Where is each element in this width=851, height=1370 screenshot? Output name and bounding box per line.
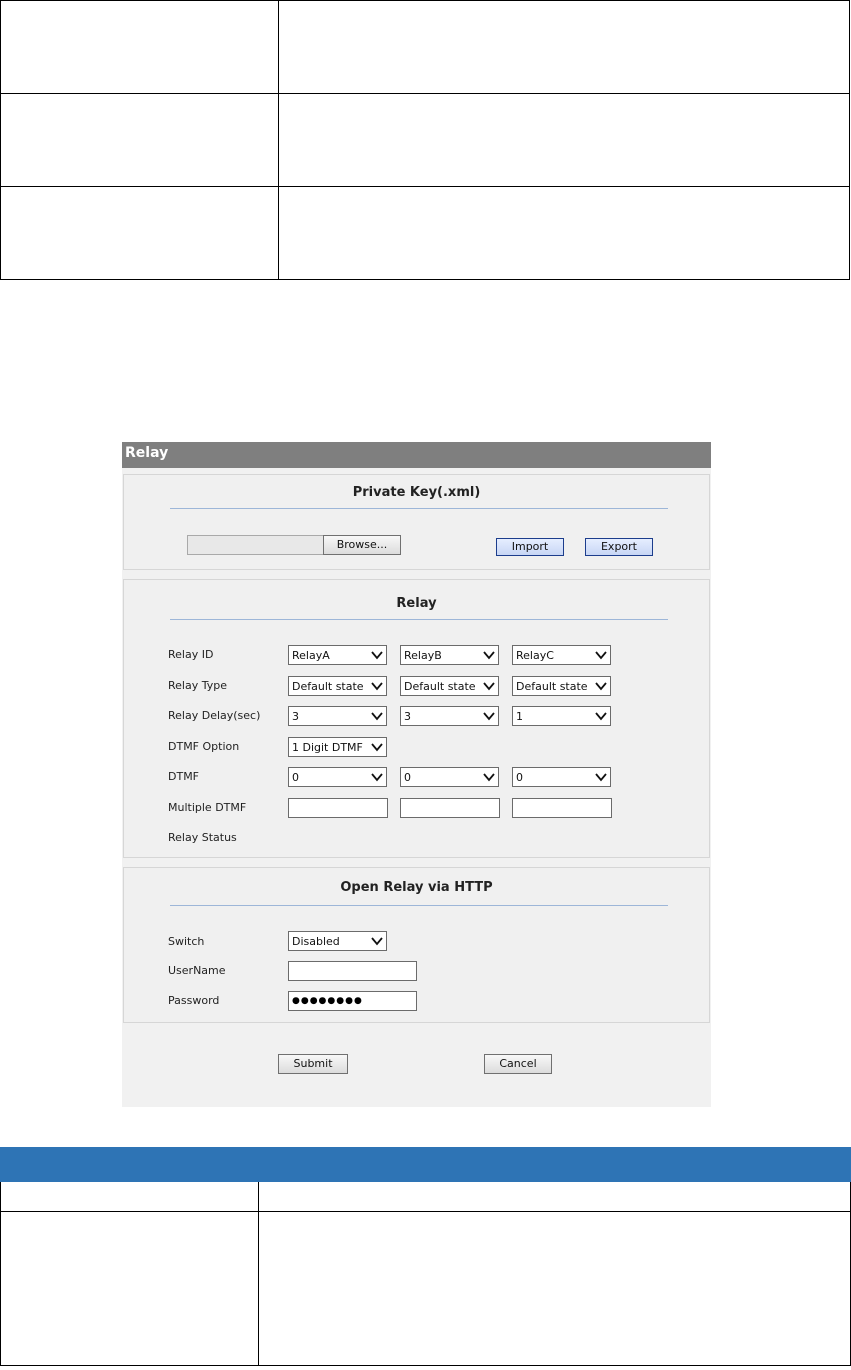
chevron-down-icon — [595, 710, 607, 722]
export-button[interactable]: Export — [585, 538, 653, 556]
table-cell — [1, 1212, 259, 1366]
switch-label: Switch — [168, 935, 205, 948]
table-row — [1, 187, 850, 280]
section-title: Open Relay via HTTP — [340, 880, 493, 895]
relay-panel — [122, 442, 711, 1107]
table-cell — [1, 187, 279, 280]
chevron-down-icon — [371, 680, 383, 692]
multiple-dtmf-a-input[interactable] — [288, 798, 388, 818]
username-input[interactable] — [288, 961, 417, 981]
chevron-down-icon — [483, 771, 495, 783]
table-row — [1, 94, 850, 187]
browse-button[interactable]: Browse... — [323, 535, 401, 555]
panel-title: Relay — [125, 445, 169, 461]
relay-type-b-select[interactable]: Default state — [400, 676, 499, 696]
dtmf-option-select[interactable]: 1 Digit DTMF — [288, 737, 387, 757]
password-label: Password — [168, 994, 220, 1007]
panel-header — [122, 442, 711, 468]
relay-type-label: Relay Type — [168, 679, 227, 692]
dtmf-label: DTMF — [168, 770, 200, 783]
table-row — [1, 1212, 851, 1366]
section-title: Relay — [396, 596, 437, 611]
section-title: Private Key(.xml) — [352, 485, 481, 500]
chevron-down-icon — [595, 680, 607, 692]
http-section — [123, 867, 710, 1023]
private-key-section — [123, 474, 710, 570]
relay-id-c-select[interactable]: RelayC — [512, 645, 611, 665]
table-cell — [1, 1, 279, 94]
relay-id-b-select[interactable]: RelayB — [400, 645, 499, 665]
chevron-down-icon — [371, 649, 383, 661]
file-path-input[interactable] — [187, 535, 325, 555]
table-cell — [279, 94, 850, 187]
relay-id-label: Relay ID — [168, 648, 214, 661]
doc-table-bottom — [0, 1147, 851, 1366]
password-input[interactable]: ●●●●●●●● — [288, 991, 417, 1011]
submit-button[interactable]: Submit — [278, 1054, 348, 1074]
table-cell — [259, 1182, 851, 1212]
multiple-dtmf-c-input[interactable] — [512, 798, 612, 818]
chevron-down-icon — [595, 771, 607, 783]
relay-delay-label: Relay Delay(sec) — [168, 709, 261, 722]
switch-select[interactable]: Disabled — [288, 931, 387, 951]
relay-id-a-select[interactable]: RelayA — [288, 645, 387, 665]
multiple-dtmf-label: Multiple DTMF — [168, 801, 247, 814]
table-cell — [279, 1, 850, 94]
table-cell — [259, 1212, 851, 1366]
dtmf-a-select[interactable]: 0 — [288, 767, 387, 787]
dtmf-c-select[interactable]: 0 — [512, 767, 611, 787]
relay-type-a-select[interactable]: Default state — [288, 676, 387, 696]
table-header-cell — [1, 1148, 259, 1182]
table-row — [1, 1182, 851, 1212]
table-header-cell — [259, 1148, 851, 1182]
section-divider — [170, 508, 668, 509]
relay-delay-a-select[interactable]: 3 — [288, 706, 387, 726]
relay-delay-b-select[interactable]: 3 — [400, 706, 499, 726]
table-cell — [279, 187, 850, 280]
dtmf-option-label: DTMF Option — [168, 740, 240, 753]
doc-table-top — [0, 0, 850, 280]
table-cell — [1, 1182, 259, 1212]
relay-section — [123, 579, 710, 858]
username-label: UserName — [168, 964, 226, 977]
relay-delay-c-select[interactable]: 1 — [512, 706, 611, 726]
relay-status-label: Relay Status — [168, 831, 237, 844]
chevron-down-icon — [483, 710, 495, 722]
chevron-down-icon — [483, 649, 495, 661]
section-divider — [170, 905, 668, 906]
relay-type-c-select[interactable]: Default state — [512, 676, 611, 696]
dtmf-b-select[interactable]: 0 — [400, 767, 499, 787]
multiple-dtmf-b-input[interactable] — [400, 798, 500, 818]
table-row — [1, 1, 850, 94]
chevron-down-icon — [371, 771, 383, 783]
chevron-down-icon — [371, 935, 383, 947]
chevron-down-icon — [595, 649, 607, 661]
table-cell — [1, 94, 279, 187]
section-divider — [170, 619, 668, 620]
chevron-down-icon — [371, 741, 383, 753]
cancel-button[interactable]: Cancel — [484, 1054, 552, 1074]
import-button[interactable]: Import — [496, 538, 564, 556]
chevron-down-icon — [371, 710, 383, 722]
table-header-row — [1, 1148, 851, 1182]
chevron-down-icon — [483, 680, 495, 692]
